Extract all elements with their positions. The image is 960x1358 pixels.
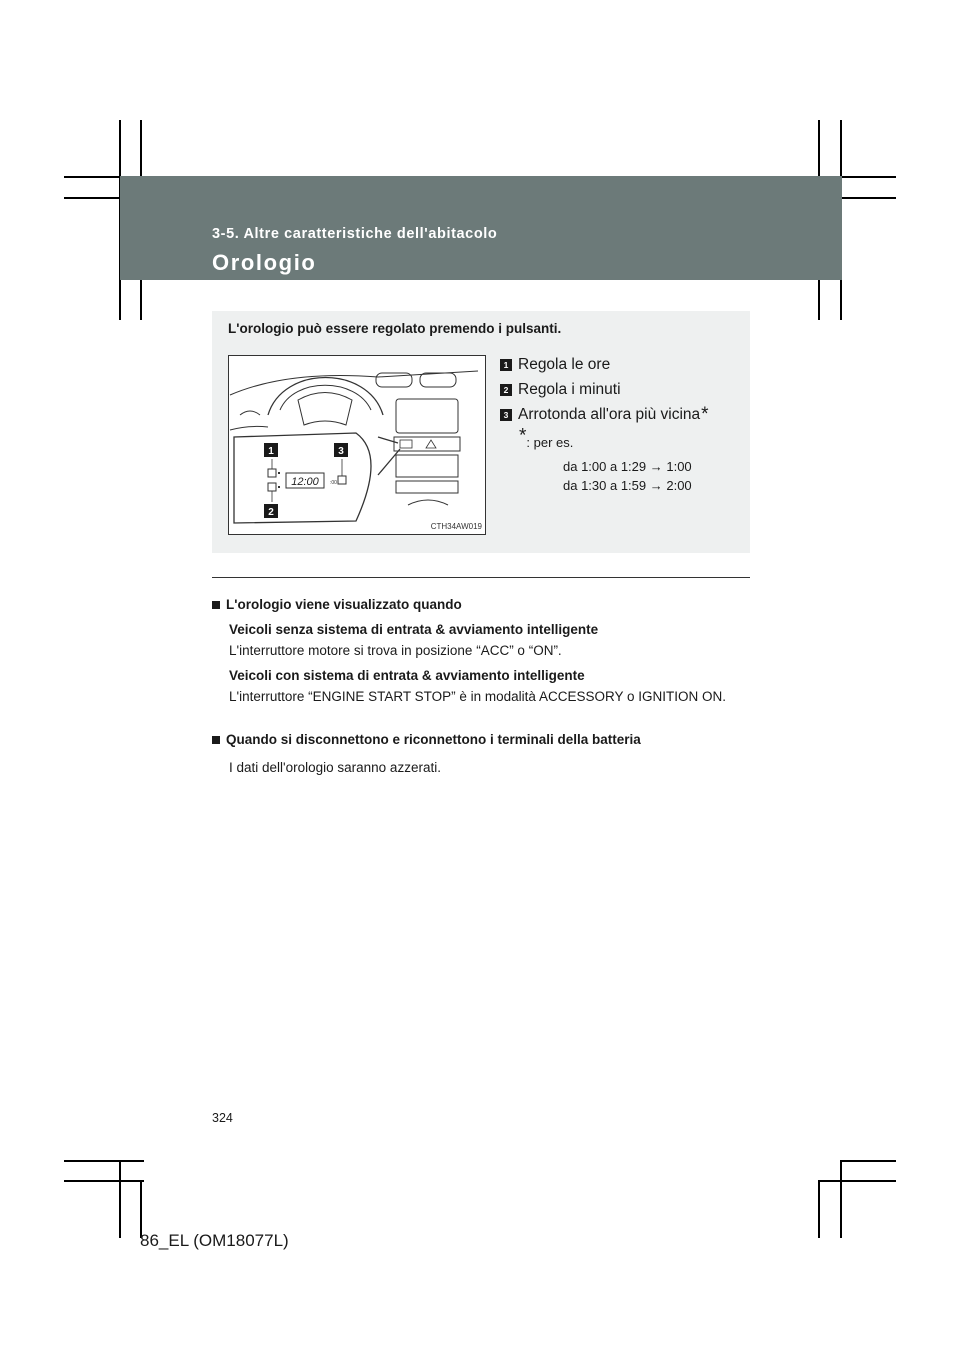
bullet-icon bbox=[212, 601, 220, 609]
note-heading-1 bbox=[212, 597, 462, 612]
callout-2: 2 bbox=[268, 507, 274, 518]
note-heading-1-text: L'orologio viene visualizzato quando bbox=[226, 597, 462, 612]
footnote-label bbox=[519, 425, 574, 450]
step-2-marker: 2 bbox=[500, 384, 512, 396]
crop-mark bbox=[119, 1160, 121, 1238]
crop-mark bbox=[64, 1180, 144, 1182]
crop-mark bbox=[140, 1180, 142, 1238]
page-title: Orologio bbox=[212, 250, 317, 275]
section-title: 3-5. Altre caratteristiche dell'abitacolo bbox=[212, 226, 498, 242]
step-1 bbox=[500, 356, 610, 374]
footnote-mark: * bbox=[519, 425, 527, 447]
step-3: 3 Arrotonda all'ora più vicina * bbox=[500, 406, 709, 424]
page-number: 324 bbox=[212, 1111, 233, 1125]
divider bbox=[212, 577, 750, 578]
step-1-label: Regola le ore bbox=[518, 356, 611, 373]
bullet-icon bbox=[212, 736, 220, 744]
callout-3: 3 bbox=[338, 446, 344, 457]
example-line-1: da 1:00 a 1:29 → 1:00 bbox=[563, 459, 692, 474]
crop-mark bbox=[818, 1180, 820, 1238]
step-1-marker: 1 bbox=[500, 359, 512, 371]
dashboard-drawing bbox=[228, 355, 486, 535]
document-code: 86_EL (OM18077L) bbox=[140, 1231, 289, 1250]
figure-code: CTH34AW019 bbox=[430, 522, 482, 531]
clock-display-text: 12:00 bbox=[291, 476, 319, 488]
note-text-1: L'interruttore motore si trova in posizione “ACC” o “ON”. bbox=[229, 643, 562, 658]
note-subheading-1: Veicoli senza sistema di entrata & avviamento intelligente bbox=[229, 622, 599, 637]
clock-illustration bbox=[228, 355, 486, 535]
callout-1: 1 bbox=[268, 446, 274, 457]
crop-mark bbox=[64, 1160, 144, 1162]
step-2 bbox=[500, 381, 621, 399]
intro-text: L'orologio può essere regolato premendo i pulsanti. bbox=[228, 321, 562, 336]
step-3-marker: 3 bbox=[500, 409, 512, 421]
note-text-3: I dati dell'orologio saranno azzerati. bbox=[229, 760, 441, 775]
note-text-2: L'interruttore “ENGINE START STOP” è in modalità ACCESSORY o IGNITION ON. bbox=[229, 689, 726, 704]
example-line-2: da 1:30 a 1:59 → 2:00 bbox=[563, 478, 692, 493]
svg-text::00: :00 bbox=[330, 480, 337, 486]
crop-mark bbox=[818, 1180, 896, 1182]
step-2-label: Regola i minuti bbox=[518, 381, 621, 398]
step-3-label: Arrotonda all'ora più vicina bbox=[518, 406, 701, 423]
note-heading-2-text: Quando si disconnettono e riconnettono i terminali della batteria bbox=[226, 732, 641, 747]
footnote-text: : per es. bbox=[526, 435, 574, 450]
note-heading-2 bbox=[212, 732, 641, 747]
crop-mark bbox=[840, 1160, 842, 1238]
crop-mark bbox=[840, 1160, 896, 1162]
note-subheading-2: Veicoli con sistema di entrata & avviamento intelligente bbox=[229, 668, 585, 683]
